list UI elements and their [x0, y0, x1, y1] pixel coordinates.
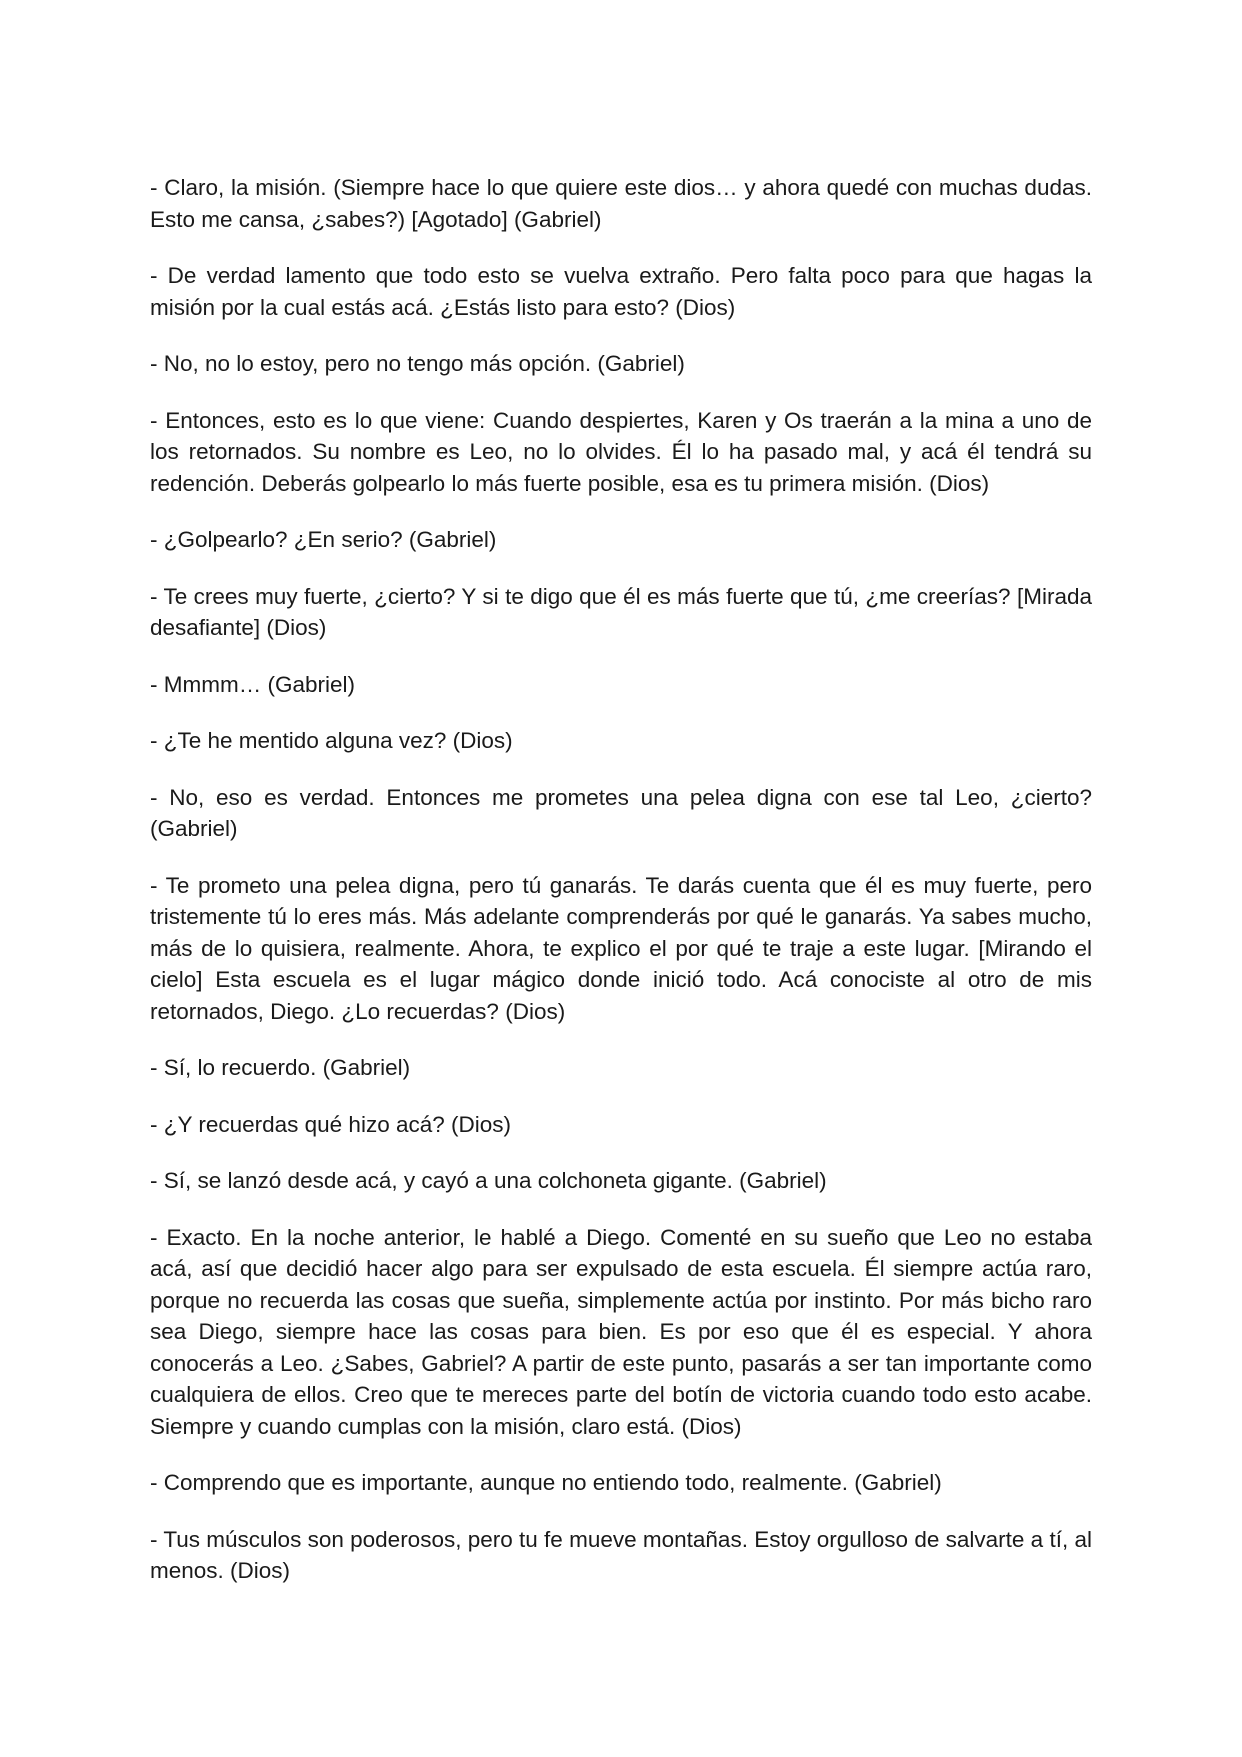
- dialogue-paragraph-13: - Sí, se lanzó desde acá, y cayó a una colchoneta gigante. (Gabriel): [150, 1168, 827, 1193]
- dialogue-paragraph-9: - No, eso es verdad. Entonces me prometes una pelea digna con ese tal Leo, ¿cierto? (Gabriel): [150, 784, 1092, 841]
- dialogue-paragraph-10: - Te prometo una pelea digna, pero tú ganarás. Te darás cuenta que él es muy fuerte, pero tristemente tú lo eres más. Más adelante comprenderás por qué le ganarás. Ya sabes mucho, más de lo quisiera, realmente. Ahora, te explico el por qué te traje a este lugar. [Mirando el cielo] Esta escuela es el lugar mágico donde inició todo. Acá conociste al otro de mis retornados, Diego. ¿Lo recuerdas? (Dios): [150, 872, 1092, 1024]
- dialogue-paragraph-3: - No, no lo estoy, pero no tengo más opción. (Gabriel): [150, 351, 685, 376]
- dialogue-paragraph-2: - De verdad lamento que todo esto se vuelva extraño. Pero falta poco para que hagas la misión por la cual estás acá. ¿Estás listo para esto? (Dios): [150, 263, 1092, 320]
- dialogue-paragraph-14: - Exacto. En la noche anterior, le hablé a Diego. Comenté en su sueño que Leo no estaba acá, así que decidió hacer algo para ser expulsado de esta escuela. Él siempre actúa raro, porque no recuerda las cosas que sueña, simplemente actúa por instinto. Por más bicho raro sea Diego, siempre hace las cosas para bien. Es por eso que él es especial. Y ahora conocerás a Leo. ¿Sabes, Gabriel? A partir de este punto, pasarás a ser tan importante como cualquiera de ellos. Creo que te mereces parte del botín de victoria cuando todo esto acabe. Siempre y cuando cumplas con la misión, claro está. (Dios): [150, 1224, 1092, 1439]
- dialogue-paragraph-4: - Entonces, esto es lo que viene: Cuando despiertes, Karen y Os traerán a la mina a uno de los retornados. Su nombre es Leo, no lo olvides. Él lo ha pasado mal, y acá él tendrá su redención. Deberás golpearlo lo más fuerte posible, esa es tu primera misión. (Dios): [150, 407, 1092, 496]
- dialogue-paragraph-11: - Sí, lo recuerdo. (Gabriel): [150, 1055, 411, 1080]
- dialogue-paragraph-7: - Mmmm… (Gabriel): [150, 671, 355, 697]
- dialogue-paragraph-15: - Comprendo que es importante, aunque no entiendo todo, realmente. (Gabriel): [150, 1470, 942, 1495]
- dialogue-paragraph-1: - Claro, la misión. (Siempre hace lo que quiere este dios… y ahora quedé con muchas dudas. Esto me cansa, ¿sabes?) [Agotado] (Gabriel): [150, 175, 1092, 232]
- dialogue-paragraph-6: - Te crees muy fuerte, ¿cierto? Y si te digo que él es más fuerte que tú, ¿me creerías? [Mirada desafiante] (Dios): [150, 583, 1092, 640]
- dialogue-paragraph-5: - ¿Golpearlo? ¿En serio? (Gabriel): [150, 527, 497, 552]
- dialogue-paragraph-16: - Tus músculos son poderosos, pero tu fe mueve montañas. Estoy orgulloso de salvarte a tí, al menos. (Dios): [150, 1526, 1092, 1583]
- dialogue-paragraph-8: - ¿Te he mentido alguna vez? (Dios): [150, 728, 513, 753]
- document-body: [150, 172, 1092, 1612]
- dialogue-paragraph-12: - ¿Y recuerdas qué hizo acá? (Dios): [150, 1111, 511, 1137]
